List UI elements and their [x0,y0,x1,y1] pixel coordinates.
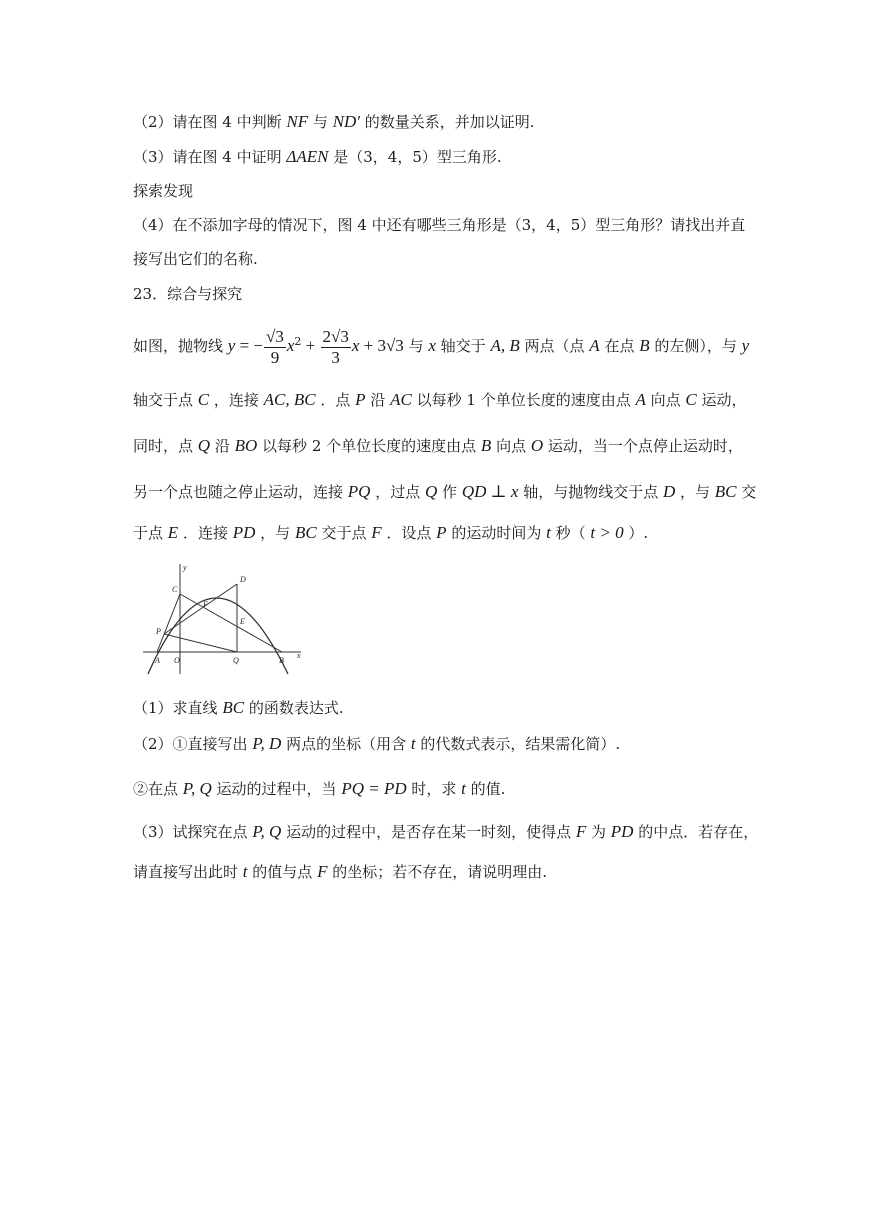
label-A: A [155,656,160,665]
text: 是（3，4，5）型三角形. [328,148,502,166]
math-const: + 3√3 [359,336,404,355]
fraction-sqrt3-over-9: $\frac{√3}{9}$ [266,326,284,367]
math-op: = − [235,336,264,355]
label-P: P [156,627,161,636]
q23-para-line2: 轴交于点 C ，连接 AC, BC ．点 P 沿 AC 以每秒 1 个单位长度的速度由点 A 向点 C 运动， [133,390,747,409]
q23-para-line1: 如图，抛物线 y = − $\frac{√3}{9}$ $x^2$ + $\frac{2√3}{3}$ x + 3√3 与 x 轴交于 A, B 两点（点 A 在点 B 的左侧），与 y [133,326,750,367]
exponent: 2 [294,335,302,348]
q22-item4-line1: （4）在不添加字母的情况下，图 4 中还有哪些三角形是（3，4，5）型三角形？请找出并直 [133,216,746,234]
label-O: O [174,656,180,665]
q23-para-line3: 同时，点 Q 沿 BO 以每秒 2 个单位长度的速度由点 B 向点 O 运动，当一个点停止运动时， [133,436,743,455]
text: （3）请在图 4 中证明 [133,148,287,166]
label-F: F [203,600,208,609]
math-x: x [286,336,295,355]
text: （2）请在图 4 中判断 [133,113,287,131]
line-BC [180,594,282,652]
text: 与 [308,113,333,131]
math-y: y [227,336,236,355]
math-NF: NF [286,112,309,131]
q22-item3 [133,147,502,167]
parabola-figure [143,562,305,677]
math-ND: ND′ [332,112,361,131]
text: 如图，抛物线 [133,337,228,355]
parabola-curve [148,598,288,674]
label-y: y [183,563,187,572]
q23-sub2b: ②在点 P, Q 运动的过程中，当 PQ = PD 时，求 t 的值. [133,779,506,798]
math-op: + [301,336,320,355]
label-D: D [240,575,246,584]
text: 的数量关系，并加以证明. [360,113,535,131]
label-x: x [297,651,301,660]
math-AEN: ΔAEN [286,147,329,166]
q22-item2 [133,112,535,132]
label-B: B [279,656,284,665]
q23-sub2: （2）①直接写出 P, D 两点的坐标（用含 t 的代数式表示，结果需化简）. [133,734,621,753]
label-Q: Q [233,656,239,665]
math-x: x [351,336,360,355]
label-E: E [240,617,245,626]
label-C: C [172,585,178,594]
q23-para-line5: 于点 E ．连接 PD ，与 BC 交于点 F ．设点 P 的运动时间为 t 秒（ t > 0 ）. [133,523,649,542]
q22-item4-line2: 接写出它们的名称. [133,250,258,268]
q23-sub3-line1: （3）试探究在点 P, Q 运动的过程中，是否存在某一时刻，使得点 F 为 PD 的中点．若存在， [133,822,759,841]
line-PQ [164,634,237,652]
q23-sub1: （1）求直线 BC 的函数表达式. [133,698,344,717]
section-heading: 探索发现 [133,182,194,200]
q23-para-line4: 另一个点也随之停止运动，连接 PQ ，过点 Q 作 QD ⊥ x 轴，与抛物线交于点 D ，与 BC 交 [133,482,757,501]
fraction-2sqrt3-over-3: $\frac{2√3}{3}$ [322,326,349,367]
q23-sub3-line2: 请直接写出此时 t 的值与点 F 的坐标；若不存在，请说明理由. [133,862,547,881]
q23-title: 23．综合与探究 [133,285,243,303]
